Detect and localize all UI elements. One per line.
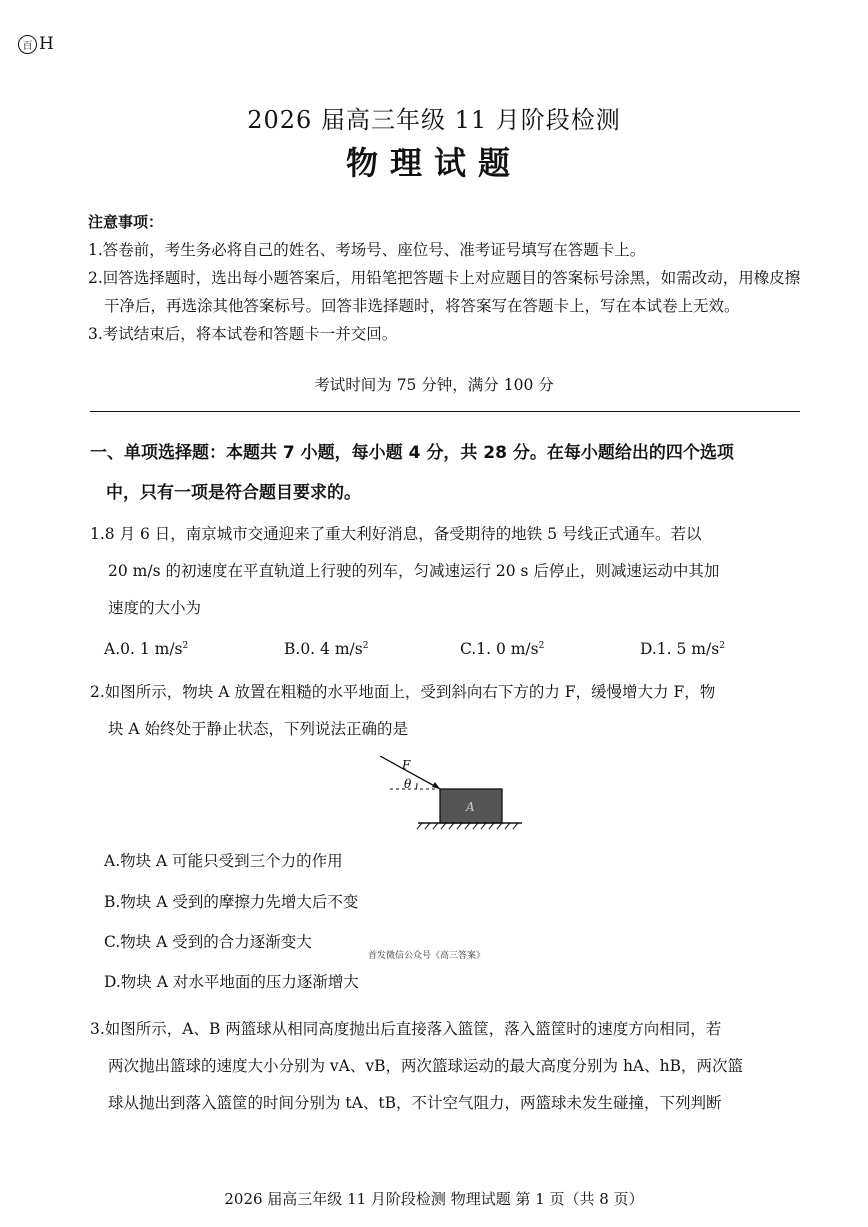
q2-option-d[interactable]: D.物块 A 对水平地面的压力逐渐增大 — [104, 973, 359, 991]
q2-option-c[interactable]: C.物块 A 受到的合力逐渐变大 — [104, 933, 312, 951]
exam-time: 考试时间为 75 分钟，满分 100 分 — [314, 376, 554, 394]
notes-item-2: 2.回答选择题时，选出每小题答案后，用铅笔把答题卡上对应题目的答案标号涂黑，如需改动，用橡皮擦干净后，再选涂其他答案标号。回答非选择题时，将答案写在答题卡上，写在本试卷上无效。 — [88, 269, 801, 315]
divider — [90, 411, 800, 412]
question-1 — [90, 516, 802, 627]
ground-hatching — [417, 823, 518, 829]
page-footer: 2026 届高三年级 11 月阶段检测 物理试题 第 1 页（共 8 页） — [224, 1190, 644, 1208]
q1-option-b[interactable]: B.0. 4 $m/s^2$ — [284, 640, 369, 658]
corner-mark — [18, 34, 54, 54]
force-label: F — [402, 758, 411, 772]
q1-line-2: 20 m/s 的初速度在平直轨道上行驶的列车，匀减速运行 20 s 后停止，则减速运动中其加 — [108, 562, 720, 580]
force-arrowhead — [432, 782, 440, 789]
q2-option-b[interactable]: B.物块 A 受到的摩擦力先增大后不变 — [104, 893, 359, 911]
angle-arc — [416, 783, 417, 789]
question-3 — [90, 1011, 802, 1122]
notes-item-3: 3.考试结束后，将本试卷和答题卡一并交回。 — [88, 325, 398, 343]
q2-line-1: 2.如图所示，物块 A 放置在粗糙的水平地面上，受到斜向右下方的力 F，缓慢增大力 F，物 — [90, 683, 716, 701]
angle-label: θ — [404, 777, 412, 791]
watermark: 首发微信公众号《高三答案》 — [368, 951, 486, 961]
q1-options — [104, 640, 804, 658]
notes-item-1: 1.答卷前，考生务必将自己的姓名、考场号、座位号、准考证号填写在答题卡上。 — [88, 241, 646, 259]
block-force-figure — [372, 756, 522, 831]
seal-icon: 百 — [18, 35, 37, 54]
block-label: A — [466, 800, 475, 814]
q1-line-3: 速度的大小为 — [108, 599, 202, 617]
q1-option-c[interactable]: C.1. 0 $m/s^2$ — [460, 640, 545, 658]
q3-line-3: 球从抛出到落入篮筐的时间分别为 tA、tB，不计空气阻力，两篮球未发生碰撞，下列判断 — [108, 1094, 722, 1112]
section-line-1: 一、单项选择题：本题共 7 小题，每小题 4 分，共 28 分。在每小题给出的四个选项 — [90, 443, 734, 463]
question-2 — [90, 674, 802, 748]
q1-line-1: 1.8 月 6 日，南京城市交通迎来了重大利好消息，备受期待的地铁 5 号线正式通车。若以 — [90, 525, 702, 543]
q2-line-2: 块 A 始终处于静止状态，下列说法正确的是 — [108, 720, 409, 738]
q1-option-d[interactable]: D.1. 5 $m/s^2$ — [640, 640, 725, 658]
q3-line-2: 两次抛出篮球的速度大小分别为 vA、vB，两次篮球运动的最大高度分别为 hA、hB，两次篮 — [108, 1057, 744, 1075]
q1-option-a[interactable]: A.0. 1 $m/s^2$ — [104, 640, 189, 658]
notes-block — [88, 208, 803, 348]
exam-title: 2026 届高三年级 11 月阶段检测 — [247, 106, 621, 134]
section-heading — [90, 433, 810, 513]
section-line-2: 中，只有一项是符合题目要求的。 — [106, 483, 361, 503]
q3-line-1: 3.如图所示，A、B 两篮球从相同高度抛出后直接落入篮筐，落入篮筐时的速度方向相同，若 — [90, 1020, 722, 1038]
notes-heading: 注意事项： — [88, 213, 164, 231]
q2-option-a[interactable]: A.物块 A 可能只受到三个力的作用 — [104, 852, 343, 870]
corner-letter: H — [39, 34, 54, 54]
subject-title: 物理试题 — [345, 144, 522, 182]
